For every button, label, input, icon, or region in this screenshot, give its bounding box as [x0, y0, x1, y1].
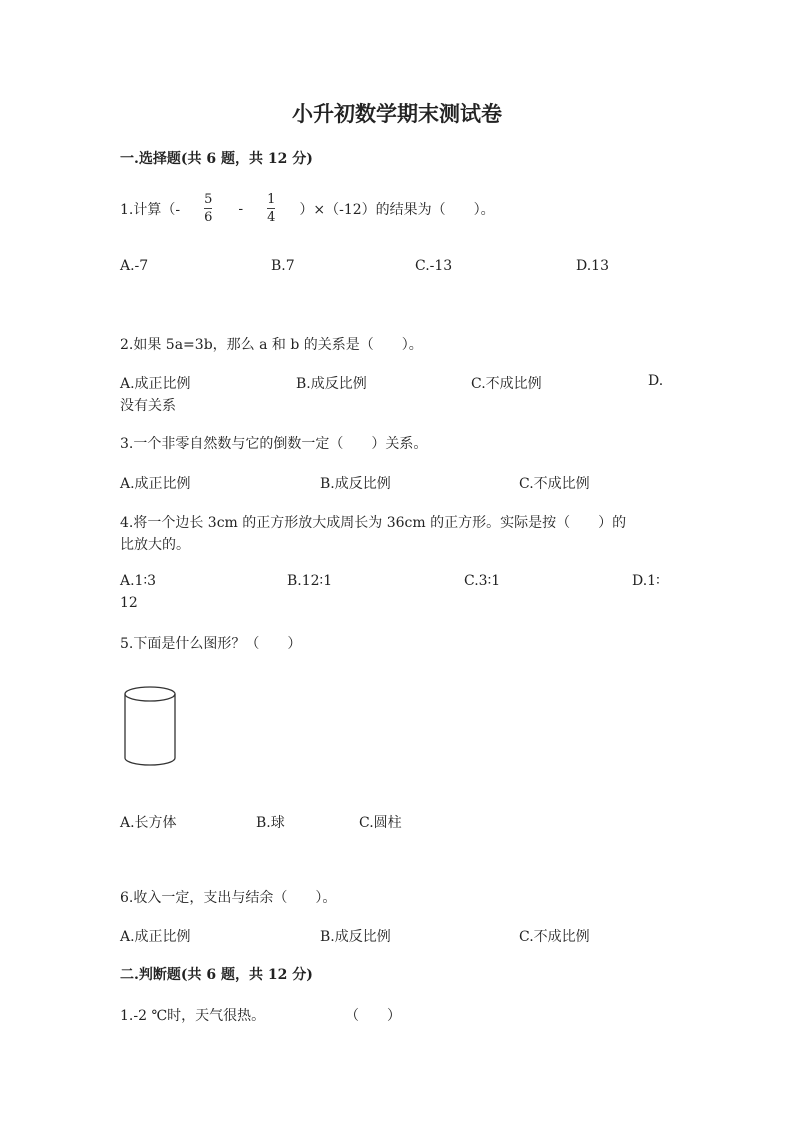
fraction-numerator: 5: [204, 192, 213, 207]
fraction-5-6: [204, 192, 212, 226]
q2-option-b: B.成反比例: [296, 376, 367, 392]
q4-option-c: C.3∶1: [464, 573, 501, 589]
q6-option-c: C.不成比例: [519, 929, 590, 945]
question-5: 5.下面是什么图形？（ ）: [120, 636, 302, 652]
fraction-denominator: 6: [204, 210, 213, 225]
q2-option-d-text: 没有关系: [120, 398, 176, 414]
judge-question-1-paren: （ ）: [345, 1008, 401, 1024]
q6-option-a: A.成正比例: [120, 929, 191, 945]
q2-option-a: A.成正比例: [120, 376, 191, 392]
q2-option-d: D.: [648, 373, 664, 389]
q5-option-c: C.圆柱: [359, 815, 402, 831]
question-1: [120, 192, 495, 226]
section1-heading: 一.选择题(共 6 题，共 12 分): [120, 151, 313, 167]
q4-option-b: B.12∶1: [287, 573, 333, 589]
q3-option-b: B.成反比例: [320, 476, 391, 492]
q3-option-a: A.成正比例: [120, 476, 191, 492]
q1-option-b: B.7: [271, 258, 295, 274]
page-title: 小升初数学期末测试卷: [292, 101, 502, 126]
q2-option-c: C.不成比例: [471, 376, 542, 392]
q3-option-c: C.不成比例: [519, 476, 590, 492]
q5-option-a: A.长方体: [120, 815, 177, 831]
fraction-numerator: 1: [267, 192, 276, 207]
judge-question-1: 1.-2 ℃时，天气很热。: [120, 1008, 266, 1024]
section2-heading: 二.判断题(共 6 题，共 12 分): [120, 967, 313, 983]
q4-option-d: D.1∶: [632, 573, 660, 589]
q1-option-c: C.-13: [415, 258, 453, 274]
cylinder-figure: [122, 682, 182, 772]
question-2: 2.如果 5a=3b，那么 a 和 b 的关系是（ ）。: [120, 337, 423, 353]
question-3: 3.一个非零自然数与它的倒数一定（ ）关系。: [120, 436, 428, 452]
question-4-line1: 4.将一个边长 3cm 的正方形放大成周长为 36cm 的正方形。实际是按（ ）的: [120, 515, 627, 531]
q1-prefix: 1.计算（-: [120, 202, 181, 218]
q4-option-d-text: 12: [120, 595, 138, 611]
question-4-line2: 比放大的。: [120, 537, 190, 553]
q4-option-a: A.1∶3: [120, 573, 157, 589]
q1-suffix: ）×（-12）的结果为（ ）。: [299, 202, 495, 218]
q6-option-b: B.成反比例: [320, 929, 391, 945]
q1-option-d: D.13: [576, 258, 609, 274]
question-6: 6.收入一定，支出与结余（ ）。: [120, 890, 337, 906]
q1-option-a: A.-7: [120, 258, 149, 274]
fraction-denominator: 4: [267, 210, 276, 225]
q5-option-b: B.球: [256, 815, 285, 831]
fraction-1-4: [267, 192, 275, 226]
q1-minus: -: [238, 201, 244, 217]
